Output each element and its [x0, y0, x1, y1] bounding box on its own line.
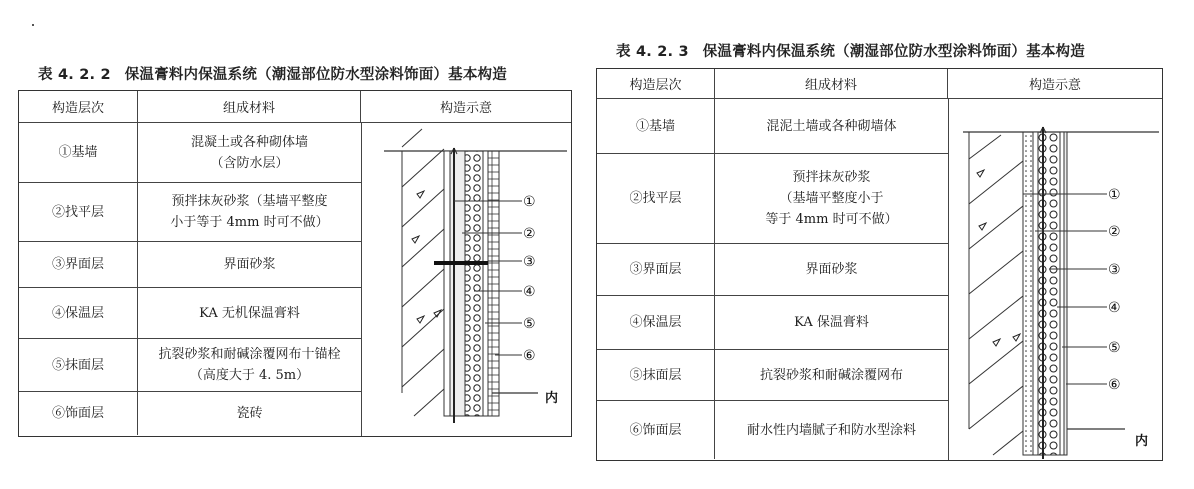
- table-row: [19, 288, 362, 339]
- stray-dot: [32, 24, 34, 26]
- diagram-label-2: ②: [1108, 224, 1121, 240]
- table2-diagram: [948, 99, 1161, 460]
- diagram-label-3: ③: [1108, 262, 1121, 278]
- diagram-label-2: ②: [523, 226, 536, 242]
- diagram-interior-label: 内: [545, 391, 559, 406]
- table1-header-layer: 构造层次: [19, 91, 138, 122]
- table-row: [597, 401, 949, 459]
- table1-material-cell: 界面砂浆: [138, 242, 362, 287]
- table-row: [597, 154, 949, 244]
- table1-layer-cell: ③界面层: [19, 242, 138, 287]
- diagram-label-1: ①: [1108, 187, 1121, 203]
- table1-material-cell: 混凝土或各种砌体墙 （含防水层）: [138, 123, 362, 182]
- table1-material-cell: 抗裂砂浆和耐碱涂覆网布十锚栓 （高度大于 4. 5m）: [138, 339, 362, 391]
- table1-caption: [38, 63, 507, 84]
- table-row: [597, 296, 949, 350]
- table1-caption-title: 保温膏料内保温系统（潮湿部位防水型涂料饰面）基本构造: [124, 67, 507, 83]
- table1-layer-cell: ②找平层: [19, 183, 138, 241]
- table1: [18, 90, 572, 437]
- table2: [596, 68, 1163, 461]
- table1-layer-cell: ⑥饰面层: [19, 392, 138, 435]
- table2-layer-cell: ③界面层: [597, 244, 715, 295]
- table2-material-cell: 抗裂砂浆和耐碱涂覆网布: [715, 350, 949, 400]
- diagram-label-6: ⑥: [1108, 377, 1121, 393]
- table2-header-material: 组成材料: [715, 69, 948, 98]
- table2-material-cell: 耐水性内墙腻子和防水型涂料: [715, 401, 949, 459]
- table2-header-diagram: 构造示意: [1028, 78, 1081, 93]
- table2-material-cell: 界面砂浆: [715, 244, 949, 295]
- diagram-label-5: ⑤: [523, 316, 536, 332]
- table-row: [597, 350, 949, 401]
- table1-diagram: [361, 123, 570, 436]
- diagram-label-4: ④: [1108, 300, 1121, 316]
- table2-caption-number: 表 4. 2. 3: [616, 44, 689, 60]
- table-row: [597, 99, 949, 154]
- table-row: [19, 339, 362, 392]
- diagram-label-1: ①: [523, 194, 536, 210]
- table1-material-cell: KA 无机保温膏料: [138, 288, 362, 338]
- table1-layer-cell: ①基墙: [19, 123, 138, 182]
- table-row: [597, 244, 949, 296]
- table1-layer-cell: ⑤抹面层: [19, 339, 138, 391]
- table1-layer-cell: ④保温层: [19, 288, 138, 338]
- table2-layer-cell: ⑥饰面层: [597, 401, 715, 459]
- table2-material-cell: 混泥土墙或各种砌墙体: [715, 99, 949, 153]
- table-row: [19, 392, 362, 435]
- table2-caption-title: 保温膏料内保温系统（潮湿部位防水型涂料饰面）基本构造: [702, 44, 1085, 60]
- diagram-label-5: ⑤: [1108, 340, 1121, 356]
- diagram-label-4: ④: [523, 284, 536, 300]
- table1-material-cell: 预拌抹灰砂浆（基墙平整度 小于等于 4mm 时可不做）: [138, 183, 362, 241]
- table2-layer-cell: ②找平层: [597, 154, 715, 243]
- table1-material-cell: 瓷砖: [138, 392, 362, 435]
- table2-material-cell: KA 保温膏料: [715, 296, 949, 349]
- table-row: [19, 242, 362, 288]
- table1-header-material: 组成材料: [138, 91, 361, 122]
- diagram-label-3: ③: [523, 254, 536, 270]
- table2-layer-cell: ①基墙: [597, 99, 715, 153]
- table1-header-diagram: 构造示意: [439, 101, 492, 116]
- table2-header-layer: 构造层次: [597, 69, 715, 98]
- table2-material-cell: 预拌抹灰砂浆 （基墙平整度小于 等于 4mm 时可不做）: [715, 154, 949, 243]
- table2-caption: [616, 40, 1085, 61]
- wall-section-diagram: [949, 99, 1162, 459]
- table2-layer-cell: ④保温层: [597, 296, 715, 349]
- table-row: [19, 123, 362, 183]
- table2-layer-cell: ⑤抹面层: [597, 350, 715, 400]
- table-row: [19, 183, 362, 242]
- diagram-interior-label: 内: [1135, 434, 1149, 449]
- diagram-label-6: ⑥: [523, 348, 536, 364]
- table1-header-row: [19, 91, 571, 123]
- wall-section-diagram: [362, 123, 571, 435]
- table1-caption-number: 表 4. 2. 2: [38, 67, 111, 83]
- table2-header-row: [597, 69, 1162, 99]
